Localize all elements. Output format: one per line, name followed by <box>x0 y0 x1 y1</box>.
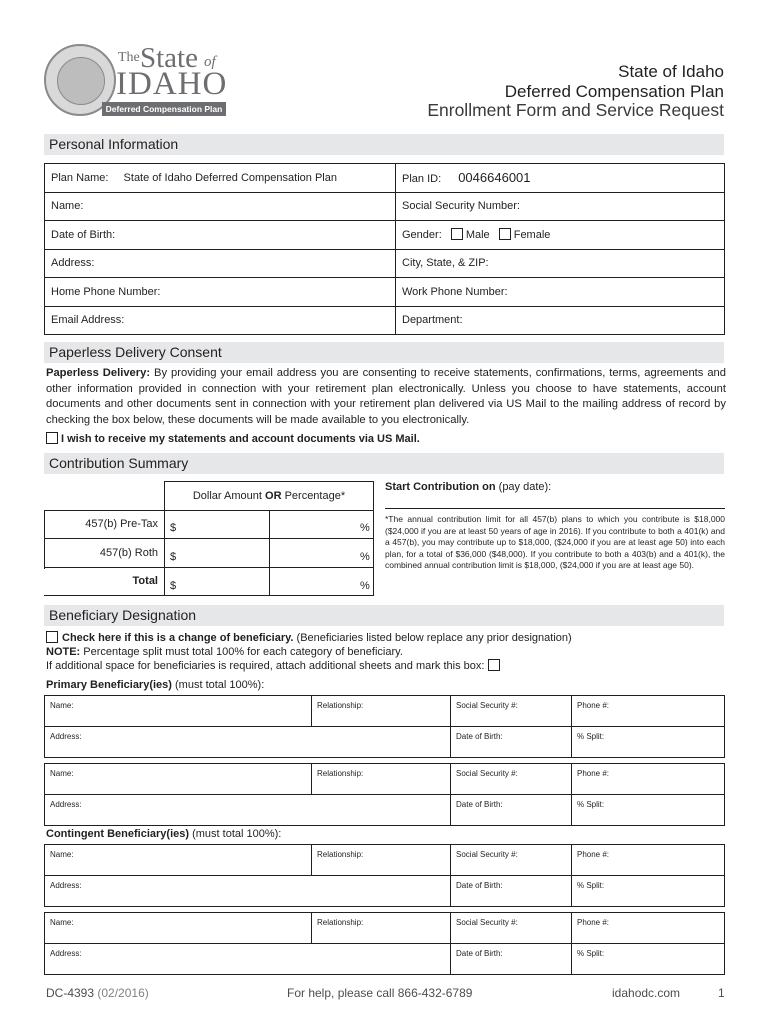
city-label: City, State, & ZIP: <box>402 257 489 270</box>
name-label: Name: <box>51 200 84 213</box>
department-label: Department: <box>402 314 463 327</box>
gender-field <box>396 221 725 250</box>
primary-bold: Primary Beneficiary(ies) <box>46 679 172 691</box>
male-label: Male <box>465 229 490 242</box>
gender-label: Gender: <box>402 229 442 242</box>
logo-the: The <box>118 50 140 65</box>
paperless-body: By providing your email address you are consenting to receive statements, confirmations, terms, agreements and other information provided in connection with your retirement plan electronically. Unless you choose to have statements, account documents and other documents sent in connection with your retirement plan delivered via US Mail to the mailing address of record by checking the box below, these documents will be made available to you electronically. <box>46 367 726 426</box>
change-beneficiary-bold: Check here if this is a change of beneficiary. <box>62 632 294 644</box>
contingent-beneficiary-2 <box>44 912 725 975</box>
contingent-beneficiary-1 <box>44 844 725 907</box>
contingent-rest: (must total 100%): <box>189 828 282 840</box>
change-beneficiary-rest: (Beneficiaries listed below replace any prior designation) <box>293 632 572 644</box>
female-checkbox[interactable] <box>499 228 511 240</box>
additional-sheets-text: If additional space for beneficiaries is required, attach additional sheets and mark this box: <box>46 660 485 672</box>
form-code <box>46 986 149 1000</box>
website[interactable]: idahodc.com <box>612 986 681 1000</box>
beneficiary-ssn-field[interactable]: Social Security #: <box>451 696 572 727</box>
primary-beneficiary-1 <box>44 695 725 758</box>
start-contribution-bold: Start Contribution on <box>385 481 496 493</box>
address-label: Address: <box>51 257 95 270</box>
beneficiary-name-field[interactable]: Name: <box>45 913 312 944</box>
primary-beneficiary-2 <box>44 763 725 826</box>
beneficiary-ssn-field[interactable]: Social Security #: <box>451 764 572 795</box>
dob-field[interactable] <box>45 221 396 250</box>
contribution-limit-note: *The annual contribution limit for all 457(b) plans to which you contribute is $18,000 ($24,000 if you are at least 50 years of age in 2016). If you contribute to both a 401(k) and a 457(b), you may contribute up to $18,000, ($24,000 if you are at least age 50) into each plan, for a total of $36,000 ($48,000). If you contribute to both a 403(b) and a 401(k), the combined annual contribution limit is $18,000, ($24,000 if you are at least age 50). <box>385 514 725 570</box>
note-bold: NOTE: <box>46 646 81 658</box>
form-title: Enrollment Form and Service Request <box>427 100 724 120</box>
ssn-field[interactable] <box>396 192 725 221</box>
form-code-number: DC-4393 <box>46 986 95 1000</box>
beneficiary-phone-field[interactable]: Phone #: <box>572 845 725 876</box>
dob-label: Date of Birth: <box>51 228 116 241</box>
city-state-zip-field[interactable] <box>396 249 725 278</box>
beneficiary-relationship-field[interactable]: Relationship: <box>312 913 451 944</box>
beneficiary-phone-field[interactable]: Phone #: <box>572 913 725 944</box>
beneficiary-dob-field[interactable]: Date of Birth: <box>451 795 572 826</box>
work-phone-label: Work Phone Number: <box>402 285 508 298</box>
home-phone-label: Home Phone Number: <box>51 285 161 298</box>
plan-id-cell <box>396 164 725 193</box>
plan-id-label: Plan ID: <box>402 173 442 186</box>
ssn-label: Social Security Number: <box>402 200 520 213</box>
beneficiary-instructions <box>46 631 726 673</box>
total-dollar-field[interactable]: $ <box>170 580 177 592</box>
total-label: Total <box>132 575 158 587</box>
plan-name-value: State of Idaho Deferred Compensation Plan <box>123 171 337 184</box>
beneficiary-relationship-field[interactable]: Relationship: <box>312 696 451 727</box>
pretax-percent-field[interactable]: % <box>360 522 370 534</box>
help-line: For help, please call 866-432-6789 <box>287 986 473 1000</box>
us-mail-option <box>46 432 420 445</box>
personal-info-table <box>44 163 725 335</box>
address-field[interactable] <box>45 249 396 278</box>
note-rest: Percentage split must total 100% for each category of beneficiary. <box>80 646 403 658</box>
beneficiary-dob-field[interactable]: Date of Birth: <box>451 727 572 758</box>
work-phone-field[interactable] <box>396 278 725 307</box>
plan-id-value: 0046646001 <box>458 170 531 186</box>
beneficiary-name-field[interactable]: Name: <box>45 764 312 795</box>
beneficiary-split-field[interactable]: % Split: <box>572 944 725 975</box>
roth-percent-field[interactable]: % <box>360 551 370 563</box>
beneficiary-dob-field[interactable]: Date of Birth: <box>451 944 572 975</box>
paperless-heading: Paperless Delivery Consent <box>44 342 724 363</box>
logo-of: of <box>204 54 216 70</box>
total-percent-field[interactable]: % <box>360 580 370 592</box>
plan-name-label: Plan Name: <box>51 171 109 184</box>
pretax-dollar-field[interactable]: $ <box>170 522 177 534</box>
beneficiary-split-field[interactable]: % Split: <box>572 727 725 758</box>
page-number: 1 <box>718 986 725 1000</box>
beneficiary-split-field[interactable]: % Split: <box>572 795 725 826</box>
plan-name-cell <box>45 164 396 193</box>
header-line-1: State of Idaho <box>618 62 724 81</box>
us-mail-checkbox[interactable] <box>46 432 58 444</box>
change-beneficiary-checkbox[interactable] <box>46 631 58 643</box>
primary-heading <box>46 679 264 691</box>
beneficiary-relationship-field[interactable]: Relationship: <box>312 845 451 876</box>
logo-state: State <box>140 42 198 74</box>
contribution-column-header <box>164 481 374 510</box>
beneficiary-relationship-field[interactable]: Relationship: <box>312 764 451 795</box>
contribution-table <box>44 510 374 596</box>
beneficiary-address-field[interactable]: Address: <box>45 727 451 758</box>
form-date: (02/2016) <box>97 986 149 1000</box>
contribution-heading: Contribution Summary <box>44 453 724 474</box>
state-of-idaho-logo <box>44 44 226 118</box>
beneficiary-phone-field[interactable]: Phone #: <box>572 696 725 727</box>
paperless-text <box>46 366 726 428</box>
male-checkbox[interactable] <box>451 228 463 240</box>
logo-band: Deferred Compensation Plan <box>102 102 226 116</box>
roth-dollar-field[interactable]: $ <box>170 551 177 563</box>
paperless-lead: Paperless Delivery: <box>46 367 151 379</box>
start-contribution-hint: (pay date): <box>495 481 552 493</box>
beneficiary-address-field[interactable]: Address: <box>45 795 451 826</box>
us-mail-label: I wish to receive my statements and account documents via US Mail. <box>61 433 420 445</box>
beneficiary-dob-field[interactable]: Date of Birth: <box>451 876 572 907</box>
beneficiary-ssn-field[interactable]: Social Security #: <box>451 845 572 876</box>
logo-idaho: IDAHO <box>116 66 228 102</box>
email-label: Email Address: <box>51 314 125 327</box>
email-field[interactable] <box>45 306 396 335</box>
beneficiary-name-field[interactable]: Name: <box>45 696 312 727</box>
roth-label: 457(b) Roth <box>99 547 158 559</box>
start-date-line[interactable] <box>385 508 725 509</box>
or-label: OR <box>265 490 282 502</box>
beneficiary-split-field[interactable]: % Split: <box>572 876 725 907</box>
beneficiary-address-field[interactable]: Address: <box>45 876 451 907</box>
contingent-bold: Contingent Beneficiary(ies) <box>46 828 190 840</box>
home-phone-field[interactable] <box>45 278 396 307</box>
primary-rest: (must total 100%): <box>171 679 265 691</box>
percentage-label: Percentage* <box>281 490 346 502</box>
beneficiary-ssn-field[interactable]: Social Security #: <box>451 913 572 944</box>
beneficiary-phone-field[interactable]: Phone #: <box>572 764 725 795</box>
beneficiary-address-field[interactable]: Address: <box>45 944 451 975</box>
personal-info-heading: Personal Information <box>44 134 724 155</box>
additional-sheets-checkbox[interactable] <box>488 659 500 671</box>
dollar-amount-label: Dollar Amount <box>192 490 266 502</box>
pretax-label: 457(b) Pre-Tax <box>85 518 158 530</box>
department-field[interactable] <box>396 306 725 335</box>
beneficiary-heading: Beneficiary Designation <box>44 605 724 626</box>
beneficiary-name-field[interactable]: Name: <box>45 845 312 876</box>
female-label: Female <box>513 229 551 242</box>
contingent-heading <box>46 828 281 840</box>
start-contribution-label <box>385 481 551 493</box>
name-field[interactable] <box>45 192 396 221</box>
header-line-2: Deferred Compensation Plan <box>504 82 724 101</box>
